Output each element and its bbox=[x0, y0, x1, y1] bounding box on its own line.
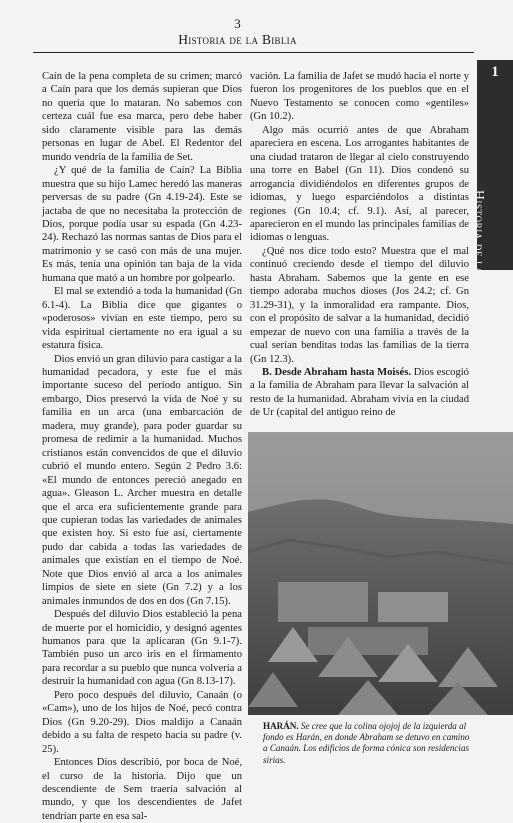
header-rule bbox=[33, 52, 474, 53]
paragraph: Caín de la pena completa de su crimen; marcó a Caín para que los demás supieran que Dios no quería que lo mataran. No sabemos con certeza cuál fue esa marca, pero debe haber sido claramente visible para las demás personas en lugar de Abel. El Redentor del mundo vendría de la familia de Set. bbox=[42, 71, 242, 163]
paragraph: Después del diluvio Dios estableció la pena de muerte por el homicidio, y designó agentes humanos para que la aplicaran (Gn 9.1-7). También puso un arco iris en el firmamento para recordar a su pueblo que nunca volvería a destruir la humanidad con agua (Gn 8.13-17). bbox=[42, 609, 242, 688]
paragraph: Entonces Dios describió, por boca de Noé, el curso de la historia. Dijo que un descendiente de Sem traería salvación al mundo, y que los descendientes de Jafet tendrían parte en esa sal- bbox=[42, 757, 242, 822]
paragraph: ¿Y qué de la familia de Caín? La Biblia muestra que su hijo Lamec heredó las maneras perversas de su padre (Gn 4.19-24). Este se jactaba de que no necesitaba la protección de Dios, porque podía usar su espada (Gn 4.23-24). Rechazó las normas santas de Dios para el matrimonio y se casó con más de una mujer. Es más, tenía una opinión tan baja de la vida humana que mató a un hombre por golpearlo. bbox=[42, 165, 242, 284]
paragraph: Algo más ocurrió antes de que Abraham apareciera en escena. Los arrogantes habitantes de una ciudad trataron de llegar al cielo construyendo una torre en Babel (Gn 11). Dios condenó su arrogancia dividiéndolos en diferentes grupos de idiomas, y luego esparciéndolos a distintas regiones (Gn 10.4; cf. 9.1). Así, al parecer, aparecieron en el mundo las principales familias de idiomas o lenguas. bbox=[250, 124, 469, 244]
section-heading: B. Desde Abraham hasta Moisés. bbox=[262, 366, 411, 378]
figure-caption bbox=[263, 721, 473, 766]
left-column bbox=[42, 70, 242, 823]
chapter-thumb-tab bbox=[472, 60, 513, 315]
paragraph: Dios envió un gran diluvio para castigar a la humanidad pecadora, y este fue el más importante suceso del período antiguo. Sin embargo, Dios preservó la vida de Noé y su familia en un arca (una embarcación de madera, muy grande), para poder guardar su promesa de redimir a la humanidad. Muchos cristianos están convencidos de que el diluvio cubrió el mundo entero. Según 2 Pedro 3.6: «El mundo de entonces pereció anegado en agua». Gleason L. Archer muestra en detalle que el arca era suficientemente grande para que cupieran todas las variedades de animales que existen hoy. Si esto fue así, ciertamente pudo dar cabida a todas las variedades de animales que existían en el tiempo de Noé. Note que Dios envió al arca a los animales limpios de siete en siete (Gn 7.2) y a los animales inmundos de dos en dos (Gn 7.15). bbox=[42, 353, 242, 607]
haran-photo bbox=[248, 432, 513, 715]
chapter-tab-label: Historia de la Biblia bbox=[472, 190, 487, 315]
caption-label: HARÁN. bbox=[263, 721, 299, 731]
paragraph: Pero poco después del diluvio, Canaán (o «Cam»), uno de los hijos de Noé, pecó contra Dios (Gn 9.20-29). Dios maldijo a Canaán debido a su falta de respeto hacia su padre (v. 25). bbox=[42, 689, 242, 755]
chapter-number: 1 bbox=[491, 64, 499, 80]
right-column bbox=[250, 70, 469, 420]
paragraph: El mal se extendió a toda la humanidad (Gn 6.1-4). La Biblia dice que gigantes o «poderosos» vivían en este tiempo, pero su vida espiritual ciertamente no era igual a su estatura física. bbox=[42, 286, 242, 352]
section-text: Dios escogió a la familia de Abraham para llevar la salvación al resto de la humanidad. Abraham vivía en la ciudad de Ur (capital del antiguo reino de bbox=[250, 366, 469, 419]
section-paragraph bbox=[250, 366, 469, 420]
running-head: Historia de la Biblia bbox=[178, 32, 297, 47]
page-number: 3 bbox=[234, 16, 241, 31]
paragraph: vación. La familia de Jafet se mudó hacia el norte y fueron los progenitores de los pueblos que en el Nuevo Testamento se conocen como «gentiles» (Gn 10.2). bbox=[250, 71, 469, 123]
paragraph: ¿Qué nos dice todo esto? Muestra que el mal continuó creciendo desde el tiempo del diluvio hasta Abraham. Sabemos que la gente en ese tiempo adoraba muchos dioses (Jos 24.2; cf. Gn 31.29-31), y la inmoralidad era rampante. Dios, con el propósito de salvar a la humanidad, decidió empezar de nuevo con una familia a través de la cual serían benditas todas las familias de la tierra (Gn 12.3). bbox=[250, 245, 469, 365]
haran-photo-illustration bbox=[248, 432, 513, 715]
caption-text: Se cree que la colina ojojoj de la izquierda al fondo es Harán, en donde Abraham se detuvo en camino a Canaán. Los edificios de forma cónica son residencias sirias. bbox=[263, 721, 470, 765]
